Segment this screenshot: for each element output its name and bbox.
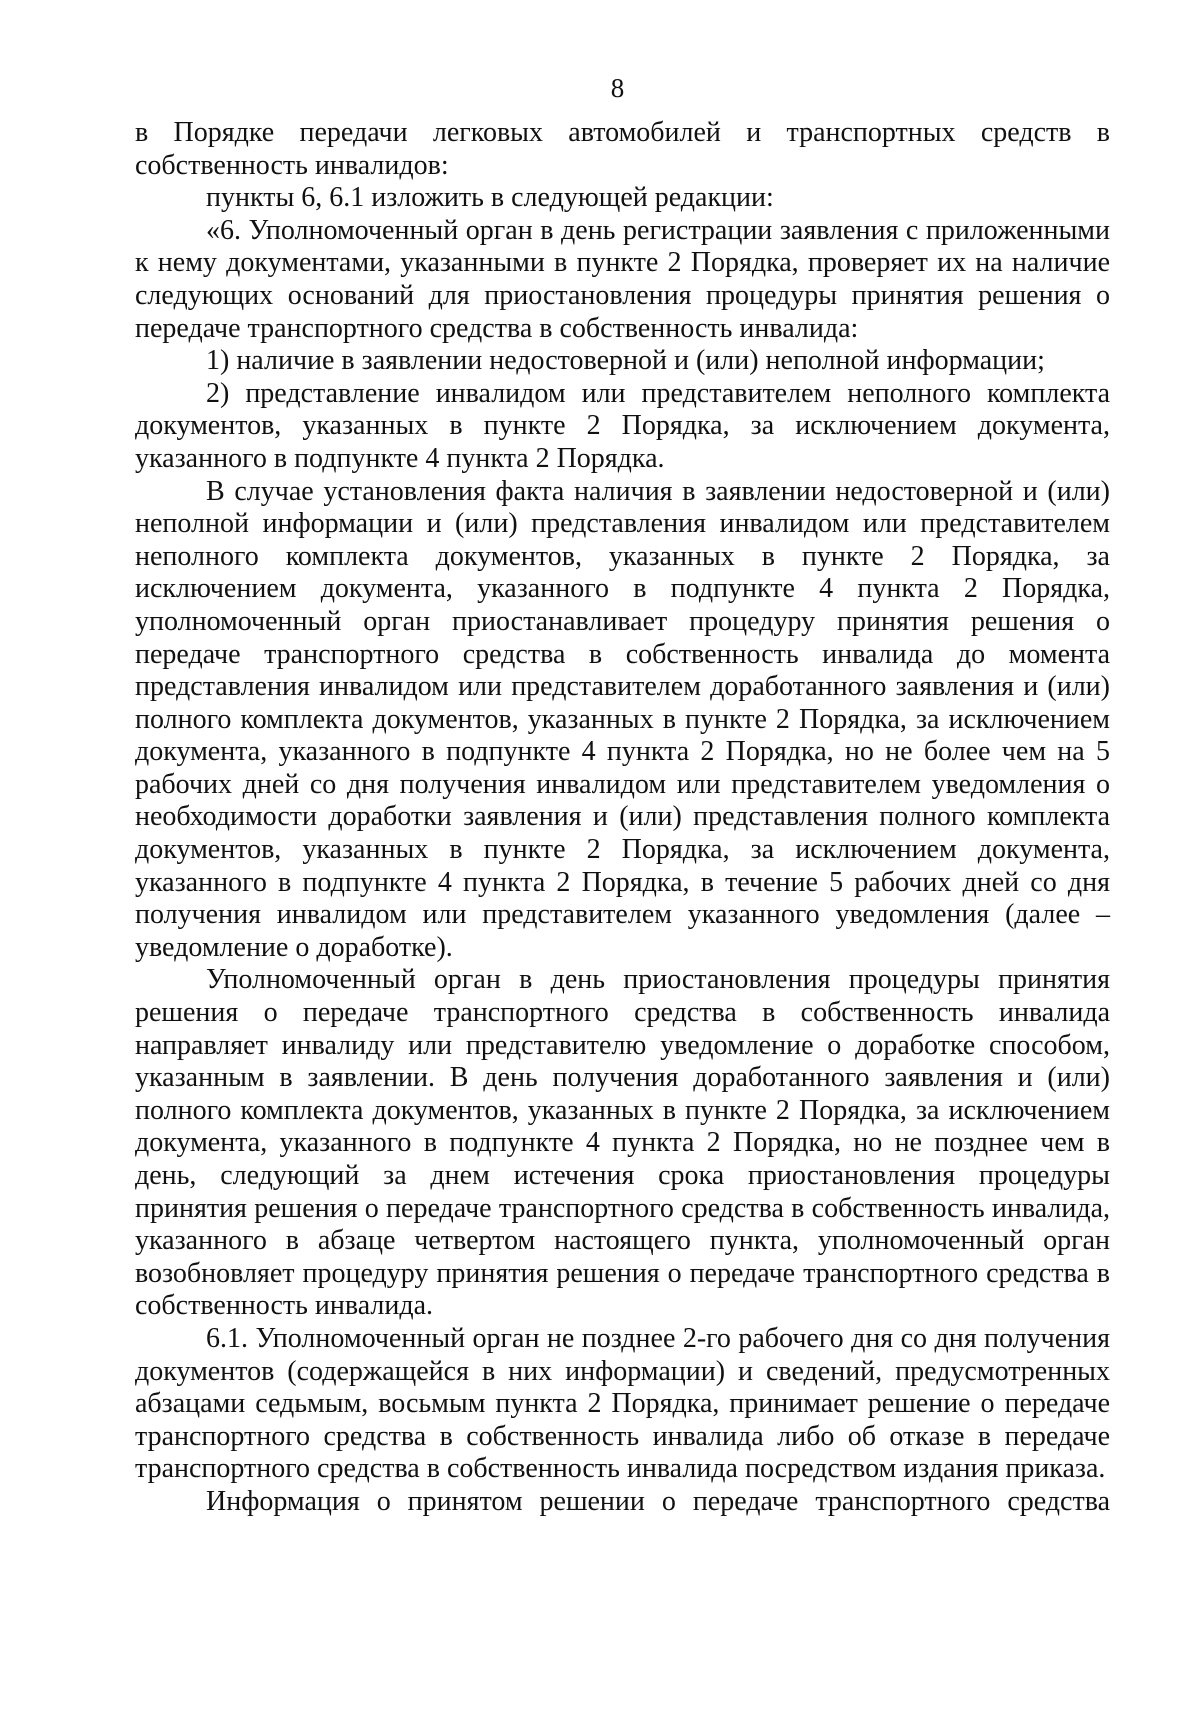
paragraph-amendment-instruction: пункты 6, 6.1 изложить в следующей редакции: (206, 182, 774, 214)
paragraph-decision-info: Информация о принятом решении о передаче транспортного средства (206, 1485, 1110, 1517)
paragraph-item-6-1: 6.1. Уполномоченный орган не позднее 2-го рабочего дня со дня получения документов (содержащейся в них информации) и сведений, предусмотренных абзацами седьмым, восьмым пункта 2 Порядка, принимает решение о передаче транспортного средства в собственность инвалида либо об отказе в передаче транспортного средства в собственность инвалида посредством издания приказа. (135, 1322, 1110, 1485)
paragraph-subitem-2: 2) представление инвалидом или представителем неполного комплекта документов, указанных в пункте 2 Порядка, за исключением документа, указанного в подпункте 4 пункта 2 Порядка. (135, 377, 1110, 474)
paragraph-item-6: «6. Уполномоченный орган в день регистрации заявления с приложенными к нему документами, указанными в пункте 2 Порядка, проверяет их на наличие следующих оснований для приостановления процедуры принятия решения о передаче транспортного средства в собственность инвалида: (135, 214, 1110, 344)
paragraph-intro: в Порядке передачи легковых автомобилей и транспортных средств в собственность инвалидов: (135, 117, 1110, 181)
document-body (135, 117, 1110, 1519)
paragraph-suspension-case: В случае установления факта наличия в заявлении недостоверной и (или) неполной информации и (или) представления инвалидом или представителем неполного комплекта документов, указанных в пункте 2 Порядка, за исключением документа, указанного в подпункте 4 пункта 2 Порядка, уполномоченный орган приостанавливает процедуру принятия решения о передаче транспортного средства в собственность инвалида до момента представления инвалидом или представителем доработанного заявления и (или) полного комплекта документов, указанных в пункте 2 Порядка, за исключением документа, указанного в подпункте 4 пункта 2 Порядка, но не более чем на 5 рабочих дней со дня получения инвалидом или представителем уведомления о необходимости доработки заявления и (или) представления полного комплекта документов, указанных в пункте 2 Порядка, за исключением документа, указанного в подпункте 4 пункта 2 Порядка, в течение 5 рабочих дней со дня получения инвалидом или представителем указанного уведомления (далее – уведомление о доработке). (135, 475, 1110, 963)
paragraph-notification: Уполномоченный орган в день приостановления процедуры принятия решения о передаче транспортного средства в собственность инвалида направляет инвалиду или представителю уведомление о доработке способом, указанным в заявлении. В день получения доработанного заявления и (или) полного комплекта документов, указанных в пункте 2 Порядка, за исключением документа, указанного в подпункте 4 пункта 2 Порядка, но не позднее чем в день, следующий за днем истечения срока приостановления процедуры принятия решения о передаче транспортного средства в собственность инвалида, указанного в абзаце четвертом настоящего пункта, уполномоченный орган возобновляет процедуру принятия решения о передаче транспортного средства в собственность инвалида. (135, 964, 1110, 1322)
paragraph-subitem-1: 1) наличие в заявлении недостоверной и (или) неполной информации; (206, 345, 1045, 377)
page-number: 8 (610, 73, 625, 103)
